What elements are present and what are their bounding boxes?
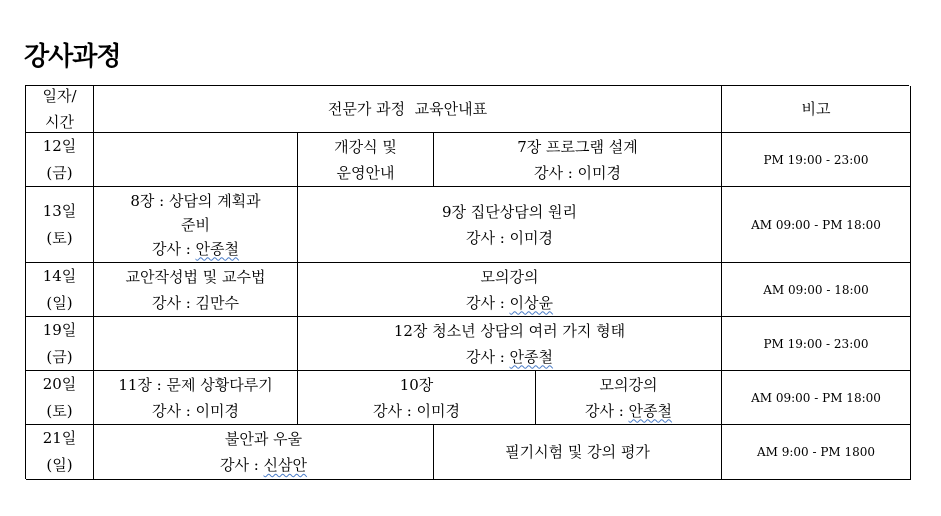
session-title: 12장 청소년 상담의 여러 가지 형태 [393, 321, 626, 340]
row-21-session-1 [94, 425, 434, 480]
session-instructor: 강사 : 이미경 [465, 228, 554, 247]
day-weekday: (금) [46, 347, 73, 366]
row-12-day [26, 133, 94, 187]
session-title: 모의강의 [599, 375, 658, 394]
day-weekday: (토) [46, 228, 73, 247]
session-title: 10장 [399, 375, 434, 394]
row-14-session-1 [94, 263, 298, 317]
session-instructor [466, 344, 553, 370]
day-date: 21일 [42, 429, 77, 447]
day-date: 14일 [42, 266, 77, 285]
schedule-table [25, 85, 909, 479]
session-instructor [152, 237, 239, 261]
row-13-note: AM 09:00 - PM 18:00 [722, 187, 911, 263]
session-title: 7장 프로그램 설계 [517, 137, 638, 156]
row-12-empty [94, 133, 298, 187]
row-21-exam: 필기시험 및 강의 평가 [434, 425, 722, 480]
instructor-name: 이상윤 [509, 293, 554, 312]
header-note: 비고 [722, 86, 911, 133]
row-13-session-1 [94, 187, 298, 263]
row-19-day [26, 317, 94, 371]
row-21-note: AM 9:00 - PM 1800 [722, 425, 911, 480]
row-12-session [434, 133, 722, 187]
session-instructor: 강사 : 이미경 [533, 163, 622, 182]
day-date: 12일 [42, 136, 77, 155]
header-program: 전문가 과정 교육안내표 [94, 86, 722, 133]
row-14-session-2 [298, 263, 722, 317]
instructor-prefix: 강사 : [219, 456, 264, 474]
row-21-day [26, 425, 94, 480]
session-subtitle: 운영안내 [336, 163, 395, 182]
day-date: 20일 [42, 374, 77, 393]
row-20-note: AM 09:00 - PM 18:00 [722, 371, 911, 425]
header-day-label: 일자/ [42, 87, 77, 105]
session-title-cont: 준비 [181, 215, 210, 234]
header-time-label: 시간 [45, 113, 74, 131]
day-weekday: (토) [46, 401, 73, 420]
session-instructor [466, 290, 553, 316]
row-19-note: PM 19:00 - 23:00 [722, 317, 911, 371]
instructor-name: 안종철 [195, 239, 240, 258]
session-title: 교안작성법 및 교수법 [125, 267, 266, 286]
row-20-day [26, 371, 94, 425]
day-date: 13일 [42, 201, 77, 220]
day-date: 19일 [42, 320, 77, 339]
instructor-name: 신삼안 [263, 456, 308, 474]
session-title: 9장 집단상담의 원리 [441, 202, 577, 221]
session-title: 8장 : 상담의 계획과 [130, 191, 261, 210]
row-13-session-2 [298, 187, 722, 263]
session-title: 11장 : 문제 상황다루기 [118, 375, 273, 394]
row-14-note: AM 09:00 - 18:00 [722, 263, 911, 317]
instructor-prefix: 강사 : [151, 239, 196, 258]
instructor-prefix: 강사 : [584, 401, 629, 420]
session-instructor [220, 452, 307, 478]
row-12-opening [298, 133, 434, 187]
session-title: 불안과 우울 [224, 430, 303, 448]
row-20-session-1 [94, 371, 298, 425]
session-instructor: 강사 : 이미경 [151, 401, 240, 420]
session-instructor: 강사 : 이미경 [372, 401, 461, 420]
row-19-session [298, 317, 722, 371]
row-13-day [26, 187, 94, 263]
day-weekday: (금) [46, 163, 73, 182]
page-title: 강사과정 [24, 42, 121, 72]
instructor-name: 안종철 [509, 347, 554, 366]
day-weekday: (일) [46, 293, 73, 312]
row-12-note: PM 19:00 - 23:00 [722, 133, 911, 187]
session-instructor: 강사 : 김만수 [151, 293, 240, 312]
row-14-day [26, 263, 94, 317]
row-20-session-3 [536, 371, 722, 425]
header-day-time [26, 86, 94, 133]
row-20-session-2 [298, 371, 536, 425]
instructor-prefix: 강사 : [465, 347, 510, 366]
session-title: 개강식 및 [334, 137, 397, 156]
session-instructor [585, 398, 672, 424]
day-weekday: (일) [46, 456, 73, 474]
session-title: 모의강의 [480, 267, 539, 286]
instructor-name: 안종철 [628, 401, 673, 420]
instructor-prefix: 강사 : [465, 293, 510, 312]
row-19-empty [94, 317, 298, 371]
